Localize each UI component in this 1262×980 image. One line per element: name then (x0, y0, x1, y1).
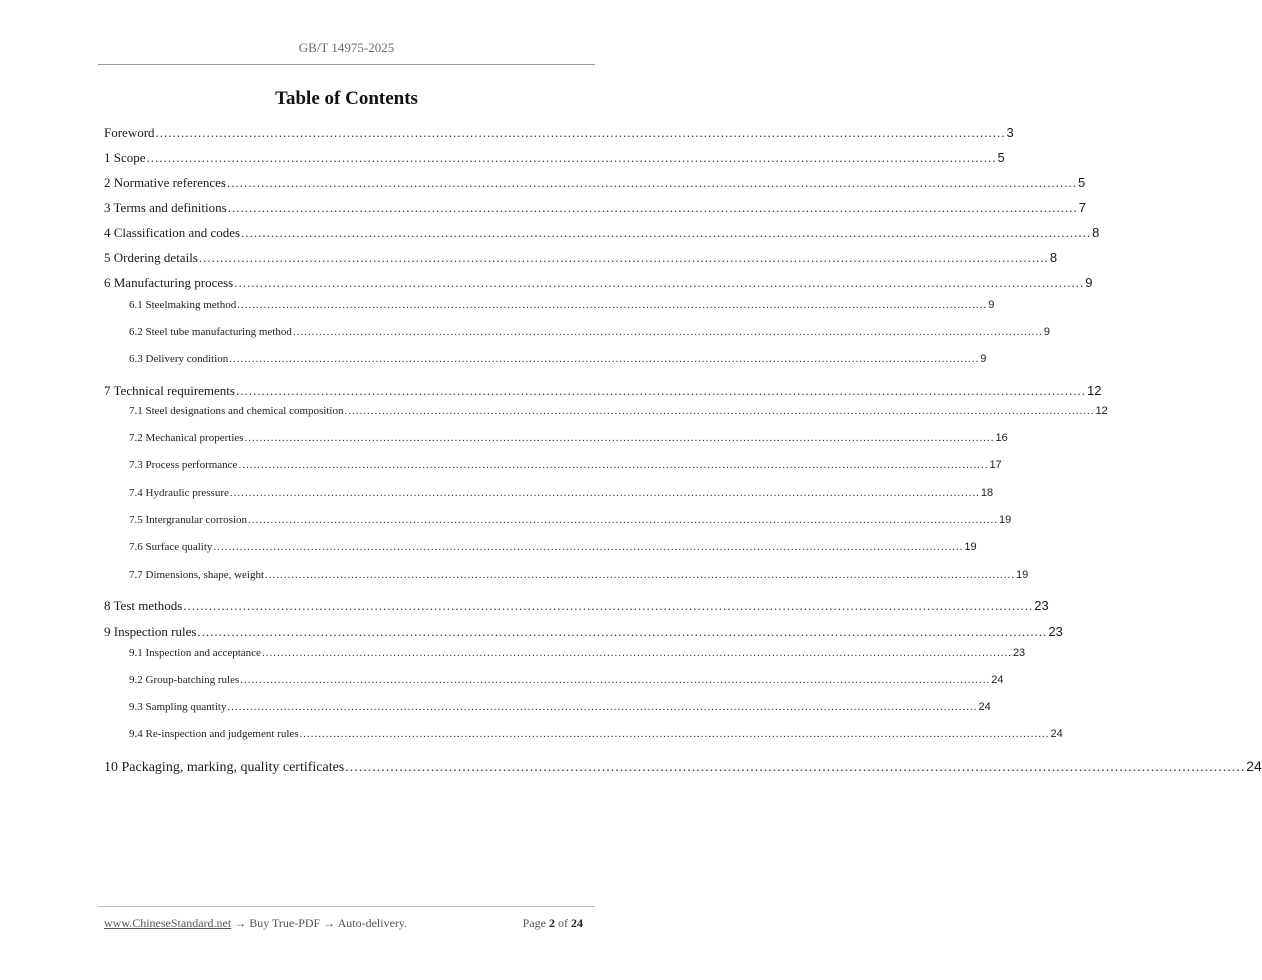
toc-entry-page: 23 (1034, 598, 1049, 613)
arrow-right-icon: → (234, 916, 247, 930)
dot-leader: ........................................................................................................................................................................................................ (155, 125, 1006, 140)
toc-entry-label: 1 Scope (104, 150, 146, 165)
toc-entry-test-methods[interactable] (104, 598, 1049, 614)
page-of-label: of (558, 916, 568, 930)
dot-leader: ........................................................................................................................................................................................................ (235, 383, 1086, 398)
dot-leader: ........................................................................................................................................................................................................ (299, 728, 1050, 740)
toc-entry-label: 9 Inspection rules (104, 624, 197, 639)
toc-entry-page: 5 (1078, 175, 1086, 190)
toc-entry-label: 4 Classification and codes (104, 225, 241, 240)
dot-leader: ........................................................................................................................................................................................................ (227, 200, 1078, 215)
dot-leader: ........................................................................................................................................................................................................ (197, 624, 1048, 639)
toc-entry-page: 9 (988, 299, 995, 311)
toc-entry-page: 9 (980, 353, 987, 365)
toc-entry-page: 19 (964, 541, 977, 553)
toc-entry-page: 16 (995, 432, 1008, 444)
dot-leader: ........................................................................................................................................................................................................ (237, 299, 988, 311)
toc-entry-label: 7.2 Mechanical properties (129, 432, 244, 444)
toc-entry-page: 23 (1012, 647, 1026, 659)
arrow-right-icon: → (323, 916, 336, 930)
dot-leader: ........................................................................................................................................................................................................ (248, 514, 999, 526)
dot-leader: ........................................................................................................................................................................................................ (292, 326, 1043, 338)
dot-leader: ........................................................................................................................................................................................................ (227, 175, 1077, 190)
toc-entry-delivery-condition[interactable] (129, 353, 987, 365)
page-indicator (523, 916, 583, 931)
toc-entry-page: 9 (1085, 275, 1093, 290)
toc-entry-label: 6.1 Steelmaking method (129, 299, 237, 311)
toc-entry-label: 5 Ordering details (104, 250, 198, 265)
current-page-number: 2 (549, 916, 555, 930)
site-link[interactable]: www.ChineseStandard.net (104, 916, 232, 930)
dot-leader: ........................................................................................................................................................................................................ (229, 353, 980, 365)
toc-entry-mechanical-properties[interactable] (129, 432, 1008, 444)
toc-entry-page: 9 (1043, 326, 1050, 338)
toc-entry-label: 9.2 Group-batching rules (129, 674, 240, 686)
toc-entry-page: 12 (1086, 383, 1102, 398)
toc-entry-sampling-quantity[interactable] (129, 701, 991, 713)
dot-leader: ........................................................................................................................................................................................................ (265, 569, 1016, 581)
toc-entry-label: 2 Normative references (104, 175, 226, 190)
dot-leader: ........................................................................................................................................................................................................ (344, 405, 1095, 417)
toc-entry-page: 19 (999, 514, 1012, 526)
dot-leader: ........................................................................................................................................................................................................ (238, 459, 989, 471)
dot-leader: ........................................................................................................................................................................................................ (183, 598, 1034, 613)
toc-entry-reinspection-judgement[interactable] (129, 728, 1063, 740)
toc-entry-intergranular-corrosion[interactable] (129, 514, 1012, 526)
toc-entry-label: 7 Technical requirements (104, 383, 235, 398)
toc-entry-page: 17 (989, 459, 1002, 471)
toc-entry-steel-designations[interactable] (129, 405, 1108, 417)
page-label: Page (522, 916, 546, 930)
toc-entry-steelmaking-method[interactable] (129, 299, 995, 311)
toc-entry-scope[interactable] (104, 150, 1005, 166)
toc-entry-label: 9.4 Re-inspection and judgement rules (129, 728, 299, 740)
toc-entry-page: 23 (1048, 624, 1063, 639)
toc-entry-process-performance[interactable] (129, 459, 1002, 471)
dot-leader: ........................................................................................................................................................................................................ (240, 674, 991, 686)
toc-entry-page: 3 (1006, 125, 1014, 140)
toc-entry-label: 7.7 Dimensions, shape, weight (129, 569, 265, 581)
toc-entry-page: 8 (1092, 225, 1100, 240)
toc-entry-tube-manufacturing-method[interactable] (129, 326, 1050, 338)
toc-entry-label: 7.4 Hydraulic pressure (129, 487, 229, 499)
total-pages-number: 24 (571, 916, 583, 930)
dot-leader: ........................................................................................................................................................................................................ (244, 432, 995, 444)
toc-entry-group-batching-rules[interactable] (129, 674, 1004, 686)
toc-entry-inspection-rules[interactable] (104, 624, 1063, 640)
dot-leader: ........................................................................................................................................................................................................ (198, 250, 1049, 265)
toc-entry-classification-codes[interactable] (104, 225, 1100, 241)
toc-entry-packaging-marking[interactable] (104, 758, 1262, 776)
toc-entry-dimensions-shape-weight[interactable] (129, 569, 1029, 581)
toc-entry-page: 19 (1016, 569, 1029, 581)
dot-leader: ........................................................................................................................................................................................................ (146, 150, 997, 165)
footer-promo (104, 916, 407, 931)
toc-entry-label: 7.6 Surface quality (129, 541, 213, 553)
toc-entry-label: 9.1 Inspection and acceptance (129, 647, 261, 659)
toc-entry-technical-requirements[interactable] (104, 383, 1102, 399)
toc-entry-foreword[interactable] (104, 125, 1014, 141)
toc-entry-manufacturing-process[interactable] (104, 275, 1093, 291)
toc-entry-page: 24 (1050, 728, 1063, 740)
dot-leader: ........................................................................................................................................................................................................ (227, 701, 978, 713)
toc-entry-label: 6.3 Delivery condition (129, 353, 229, 365)
dot-leader: ........................................................................................................................................................................................................ (213, 541, 964, 553)
toc-entry-label: 7.1 Steel designations and chemical composition (129, 405, 344, 417)
toc-entry-terms-definitions[interactable] (104, 200, 1086, 216)
toc-entry-page: 24 (978, 701, 991, 713)
dot-leader: ........................................................................................................................................................................................................ (234, 275, 1085, 290)
toc-entry-normative-references[interactable] (104, 175, 1086, 191)
toc-entry-page: 24 (991, 674, 1004, 686)
toc-entry-label: 10 Packaging, marking, quality certificates (104, 760, 345, 775)
toc-entry-label: 7.3 Process performance (129, 459, 238, 471)
buy-true-pdf-link[interactable]: Buy True-PDF (249, 916, 321, 930)
dot-leader: ........................................................................................................................................................................................................ (345, 760, 1246, 775)
toc-entry-label: Foreword (104, 125, 155, 140)
dot-leader: ........................................................................................................................................................................................................ (241, 225, 1092, 240)
toc-entry-label: 6 Manufacturing process (104, 275, 234, 290)
auto-delivery-text: Auto-delivery. (337, 916, 408, 930)
page-title: Table of Contents (275, 88, 418, 109)
toc-entry-label: 7.5 Intergranular corrosion (129, 514, 248, 526)
toc-entry-page: 8 (1049, 250, 1058, 265)
toc-entry-page: 18 (980, 487, 994, 499)
dot-leader: ........................................................................................................................................................................................................ (261, 647, 1012, 659)
toc-entry-label: 8 Test methods (104, 598, 183, 613)
footer-divider (98, 906, 595, 907)
toc-entry-page: 5 (997, 150, 1005, 165)
toc-entry-hydraulic-pressure[interactable] (129, 487, 994, 499)
toc-entry-page: 24 (1246, 758, 1262, 774)
toc-entry-page: 7 (1078, 200, 1086, 215)
toc-entry-label: 3 Terms and definitions (104, 200, 227, 215)
document-id-header: GB/T 14975-2025 (298, 40, 395, 55)
toc-entry-ordering-details[interactable] (104, 250, 1058, 266)
toc-entry-surface-quality[interactable] (129, 541, 977, 553)
toc-entry-inspection-acceptance[interactable] (129, 647, 1026, 659)
dot-leader: ........................................................................................................................................................................................................ (229, 487, 980, 499)
toc-entry-label: 9.3 Sampling quantity (129, 701, 227, 713)
toc-entry-label: 6.2 Steel tube manufacturing method (129, 326, 292, 338)
toc-entry-page: 12 (1095, 405, 1108, 417)
